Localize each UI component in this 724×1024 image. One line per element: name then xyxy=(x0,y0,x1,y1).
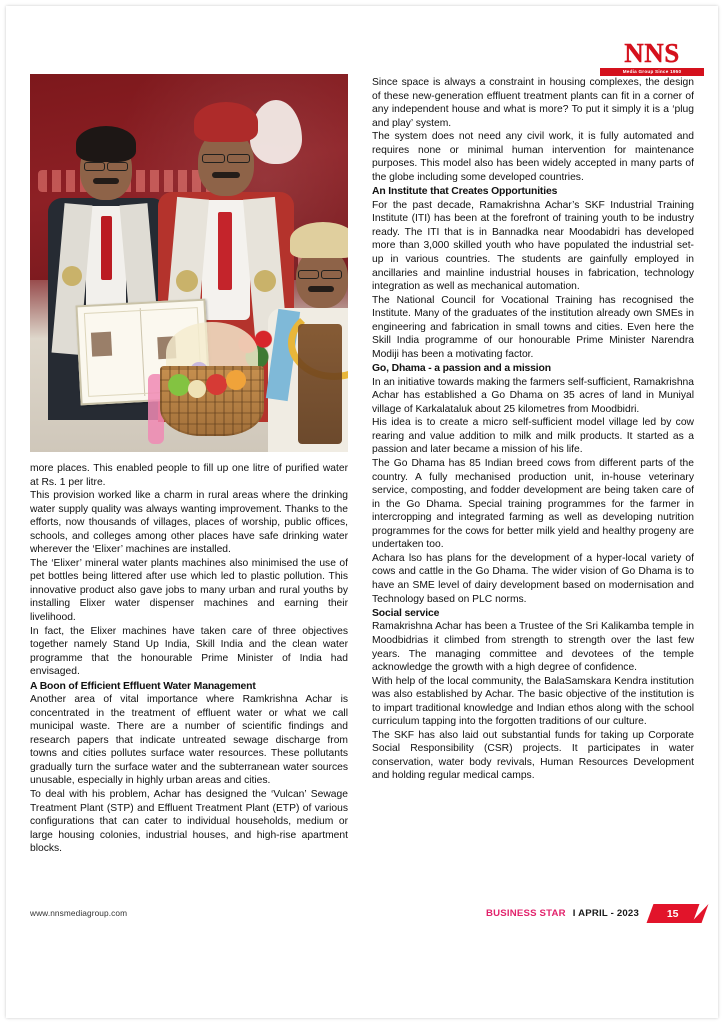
page-sheet xyxy=(6,6,718,1018)
footer-issue-block xyxy=(486,904,696,923)
fruit-pear xyxy=(188,380,206,398)
footer-issue-date: I APRIL - 2023 xyxy=(572,908,639,919)
section-heading-social-service: Social service xyxy=(372,608,440,620)
fruit-green-apple xyxy=(168,374,190,396)
section-heading-effluent-water: A Boon of Efficient Effluent Water Management xyxy=(30,680,256,692)
paragraph: To deal with his problem, Achar has designed the ‘Vulcan’ Sewage Treatment Plant (STP) and Effluent Treatment Plant (ETP) of various configurations that can cater to individual households, medium or large housing colonies, industrial houses, and high-rise apartment blocks. xyxy=(30,788,348,855)
paragraph: With help of the local community, the BalaSamskara Kendra institution was also established by Achar. The basic objective of the institution is to impart traditional knowledge and Indian ethos along with the school curriculum tapping into the forgotten traditions of our culture. xyxy=(372,675,694,728)
photo-chair xyxy=(298,324,342,444)
person-left-tie xyxy=(101,216,112,280)
person-right-turban xyxy=(290,222,348,258)
nns-logo-tagline: Media Group Since 1950 xyxy=(600,68,704,76)
nns-logo-wordmark: NNS xyxy=(624,38,680,68)
paragraph: Another area of vital importance where Ramkrishna Achar is concentrated in the treatment of effluent water or what we call municipal waste. There are a number of scientific findings and research papers that indicate untreated sewage discharge from towns and cities pollutes surface water resources. These pollutants gradually turn the surface water and the subterranean water sources unusable, especially in highly urban areas and cities. xyxy=(30,694,348,787)
nns-logo xyxy=(600,40,704,76)
paragraph: The system does not need any civil work, it is fully automated and requires none or minimal human intervention for maintenance purposes. This model also has been widely accepted in many parts of the globe including some developed countries. xyxy=(372,131,694,183)
paragraph: Since space is always a constraint in housing complexes, the design of these new-generation effluent treatment plants can fit in a corner of any independent house and what is more? To put it simply it is a ‘plug and play’ system. xyxy=(372,77,694,129)
fruit-orange xyxy=(226,370,246,390)
paragraph: more places. This enabled people to fill up one litre of purified water at Rs. 1 per litre. xyxy=(30,463,348,488)
paragraph: Achara lso has plans for the development of a hyper-local variety of cows and cattle in the Go Dhama. The wider vision of Go Dhama is to have an SME level of dairy development based on modernisation and Technology based on PLC norms. xyxy=(372,552,694,605)
person-centre-glasses-left xyxy=(202,154,225,163)
person-right-glasses-right xyxy=(321,270,342,279)
person-centre-glasses-right xyxy=(227,154,250,163)
article-right-column xyxy=(372,76,694,783)
fruit-red-apple xyxy=(206,374,227,395)
article-left-column xyxy=(30,462,348,856)
person-left-medallion xyxy=(62,266,82,286)
person-left-hair xyxy=(76,126,136,162)
footer-website-url[interactable]: www.nnsmediagroup.com xyxy=(30,908,128,918)
page-number-badge xyxy=(647,904,700,923)
person-right-glasses-left xyxy=(298,270,319,279)
section-heading-institute: An Institute that Creates Opportunities xyxy=(372,186,558,198)
person-centre-cap xyxy=(194,102,258,142)
person-centre-medallion-left xyxy=(176,270,198,292)
person-left-glasses-left xyxy=(84,162,105,171)
paragraph: This provision worked like a charm in rural areas where the drinking water supply quality was always wanting improvement. Thanks to the efforts, now thousands of villages, places of worship, public offices, schools, and colleges among other places have safe drinking water wherever the ‘Elixer’ machines are installed. xyxy=(30,490,348,556)
footer-publication-name: BUSINESS STAR xyxy=(486,908,566,919)
paragraph: In fact, the Elixer machines have taken care of three objectives together namely Stand Up India, Skill India and the clean water programme that the honourable Prime Minister of India had envisaged. xyxy=(30,625,348,678)
paragraph: For the past decade, Ramakrishna Achar’s SKF Industrial Training Institute (ITI) has been at the forefront of training youth to be industry ready. The ITI that is in Bannadka near Moodabidri has developed more than 3,000 skilled youth who have populated the industrial set-up in various countries. The students are gainfully employed in ancillaries and mainline industrial houses in fabrication, technology integration as well as mechanical automation. xyxy=(372,199,694,293)
person-centre-moustache xyxy=(212,172,240,178)
paragraph: The National Council for Vocational Training has recognised the Institute. Many of the graduates of the institution already own SMEs in engineering and fabrication in small towns and cities. Even here the Skill India programme of our honourable Prime Minister Narendra Modiji has been a motivating factor. xyxy=(372,294,694,360)
person-left-glasses-right xyxy=(107,162,128,171)
person-right-moustache xyxy=(308,286,334,292)
paragraph: Ramakrishna Achar has been a Trustee of the Sri Kalikamba temple in Moodbidrias it climbed from strength to strength over the last few years. The managing committee and devotees of the temple acknowledge the growth with a high degree of confidence. xyxy=(372,621,694,674)
certificate-photo-left xyxy=(91,332,112,357)
paragraph: In an initiative towards making the farmers self-sufficient, Ramakrishna Achar has established a Go Dhama on 35 acres of land in Muniyal village of Karkalataluk about 25 kilometres from Moodbidri. xyxy=(372,376,695,415)
person-centre-scarf xyxy=(218,212,232,290)
section-heading-go-dhama: Go, Dhama - a passion and a mission xyxy=(372,363,551,375)
paragraph: His idea is to create a micro self-sufficient model village led by cow rearing and value addition to milk and milk products. It started as a passion and later became a mission of his life. xyxy=(372,417,694,456)
person-left-moustache xyxy=(93,178,119,184)
ceremony-photo xyxy=(30,74,348,452)
page-number-text: 15 xyxy=(667,907,679,920)
certificate-fold xyxy=(140,308,146,396)
paragraph: The ‘Elixer’ mineral water plants machines also minimised the use of pet bottles being littered after use which led to plastic pollution. This innovative product also gave jobs to many urban and rural youths by installing Elixer water dispenser machines and earning their livelihood. xyxy=(30,557,348,624)
paragraph: The Go Dhama has 85 Indian breed cows from different parts of the country. A fully mechanised production unit, in-house veterinary service, composting, and fodder development are being taken care of in the Go Dhama. Special training programmes for the farmer in intercropping and integrated farming as well as developing nutrition programmes for the cows for better milk yield and healthy progeny are undertaken too. xyxy=(372,458,694,551)
paragraph: The SKF has also laid out substantial funds for taking up Corporate Social Responsibility (CSR) projects. It participates in water conservation, water body revivals, Human Resources Development and holding regular medical camps. xyxy=(372,729,694,782)
